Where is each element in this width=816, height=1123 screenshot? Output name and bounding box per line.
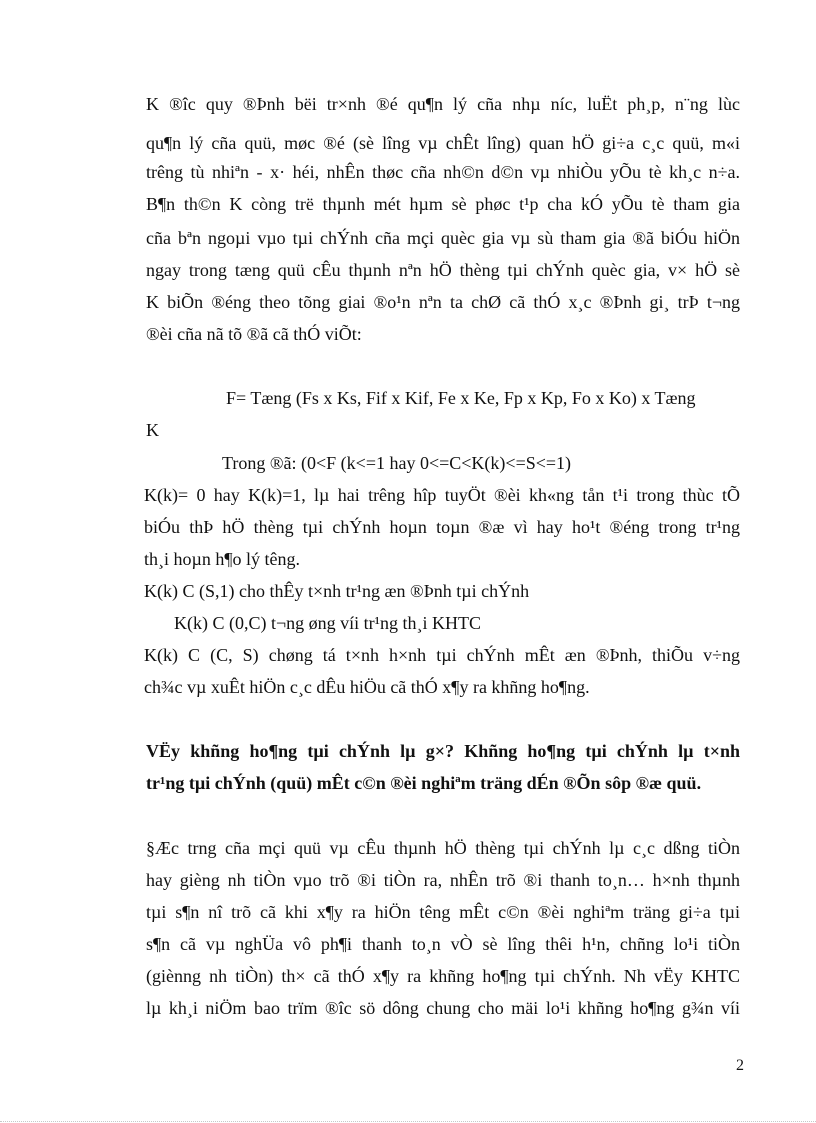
paragraph-line: lµ kh¸i niÖm bao trïm ®îc sö dông chung cho mäi lo¹i khñng ho¶ng g¾n víi xyxy=(146,998,740,1018)
paragraph-line: ch¾c vµ xuÊt hiÖn c¸c dÊu hiÖu cã thÓ x¶y ra khñng ho¶ng. xyxy=(144,677,590,697)
formula-line: F= Tæng (Fs x Ks, Fif x Kif, Fe x Ke, Fp x Kp, Fo x Ko) x Tæng xyxy=(226,388,696,408)
paragraph-line: B¶n th©n K còng trë thµnh mét hµm sè phøc t¹p cha kÓ yÕu tè tham gia xyxy=(146,194,740,214)
paragraph-line: cña bªn ngoµi vµo tµi chÝnh cña mçi quèc gia vµ sù tham gia ®ã biÓu hiÖn xyxy=(146,228,740,248)
formula-condition: Trong ®ã: (0<F (k<=1 hay 0<=C<K(k)<=S<=1) xyxy=(222,453,572,473)
paragraph-line: K(k) C (S,1) cho thÊy t×nh tr¹ng æn ®Þnh tµi chÝnh xyxy=(144,581,530,601)
paragraph-line: biÓu thÞ hÖ thèng tµi chÝnh hoµn toµn ®æ vì hay ho¹t ®éng trong tr¹ng xyxy=(144,517,740,537)
paragraph-line: s¶n cã vµ nghÜa vô ph¶i thanh to¸n vÒ sè lîng thêi h¹n, chñng lo¹i tiÒn xyxy=(146,934,740,954)
paragraph-line: K(k) C (C, S) chøng tá t×nh h×nh tµi chÝnh mÊt æn ®Þnh, thiÕu v÷ng xyxy=(144,645,740,665)
paragraph-line: th¸i hoµn h¶o lý têng. xyxy=(144,549,301,569)
paragraph-line: K ®îc quy ®Þnh bëi tr×nh ®é qu¶n lý cña nhµ níc, luËt ph¸p, n¨ng lùc xyxy=(146,94,740,114)
paragraph-line: §Æc trng cña mçi quü vµ cÊu thµnh hÖ thèng tµi chÝnh lµ c¸c dßng tiÒn xyxy=(146,838,740,858)
paragraph-line: hay gièng nh tiÒn vµo trõ ®i tiÒn ra, nhÊn trõ ®i thanh to¸n… h×nh thµnh xyxy=(146,870,740,890)
paragraph-line: (giènng nh tiÒn) th× cã thÓ x¶y ra khñng ho¶ng tµi chÝnh. Nh vËy KHTC xyxy=(146,966,740,986)
paragraph-line: trêng tù nhiªn - x· héi, nhÊn thøc cña nh©n d©n vµ nhiÒu yÕu tè kh¸c n÷a. xyxy=(146,162,740,182)
paragraph-line: K(k)= 0 hay K(k)=1, lµ hai trêng hîp tuyÖt ®èi kh«ng tån t¹i trong thùc tÕ xyxy=(144,485,740,505)
page-number: 2 xyxy=(736,1057,744,1074)
paragraph-line: K(k) C (0,C) t¬ng øng víi tr¹ng th¸i KHTC xyxy=(174,613,482,633)
bold-question-line: tr¹ng tµi chÝnh (quü) mÊt c©n ®èi nghiªm träng dÉn ®Õn sôp ®æ quü. xyxy=(146,773,702,793)
paragraph-line: ®èi cña nã tõ ®ã cã thÓ viÕt: xyxy=(146,324,362,344)
paragraph-line: ngay trong tæng quü cÊu thµnh nªn hÖ thèng tµi chÝnh quèc gia, v× hÖ sè xyxy=(146,260,740,280)
paragraph-line: qu¶n lý cña quü, møc ®é (sè lîng vµ chÊt lîng) quan hÖ gi÷a c¸c quü, m«i xyxy=(146,133,740,153)
bold-question-line: VËy khñng ho¶ng tµi chÝnh lµ g×? Khñng ho¶ng tµi chÝnh lµ t×nh xyxy=(146,741,740,761)
formula-continuation: K xyxy=(146,420,159,440)
paragraph-line: K biÕn ®éng theo tõng giai ®o¹n nªn ta chØ cã thÓ x¸c ®Þnh gi¸ trÞ t¬ng xyxy=(146,292,740,312)
paragraph-line: tµi s¶n nî trõ cã khi x¶y ra hiÖn têng mÊt c©n ®èi nghiªm träng gi÷a tµi xyxy=(146,902,740,922)
page-bottom-divider xyxy=(0,1121,816,1122)
